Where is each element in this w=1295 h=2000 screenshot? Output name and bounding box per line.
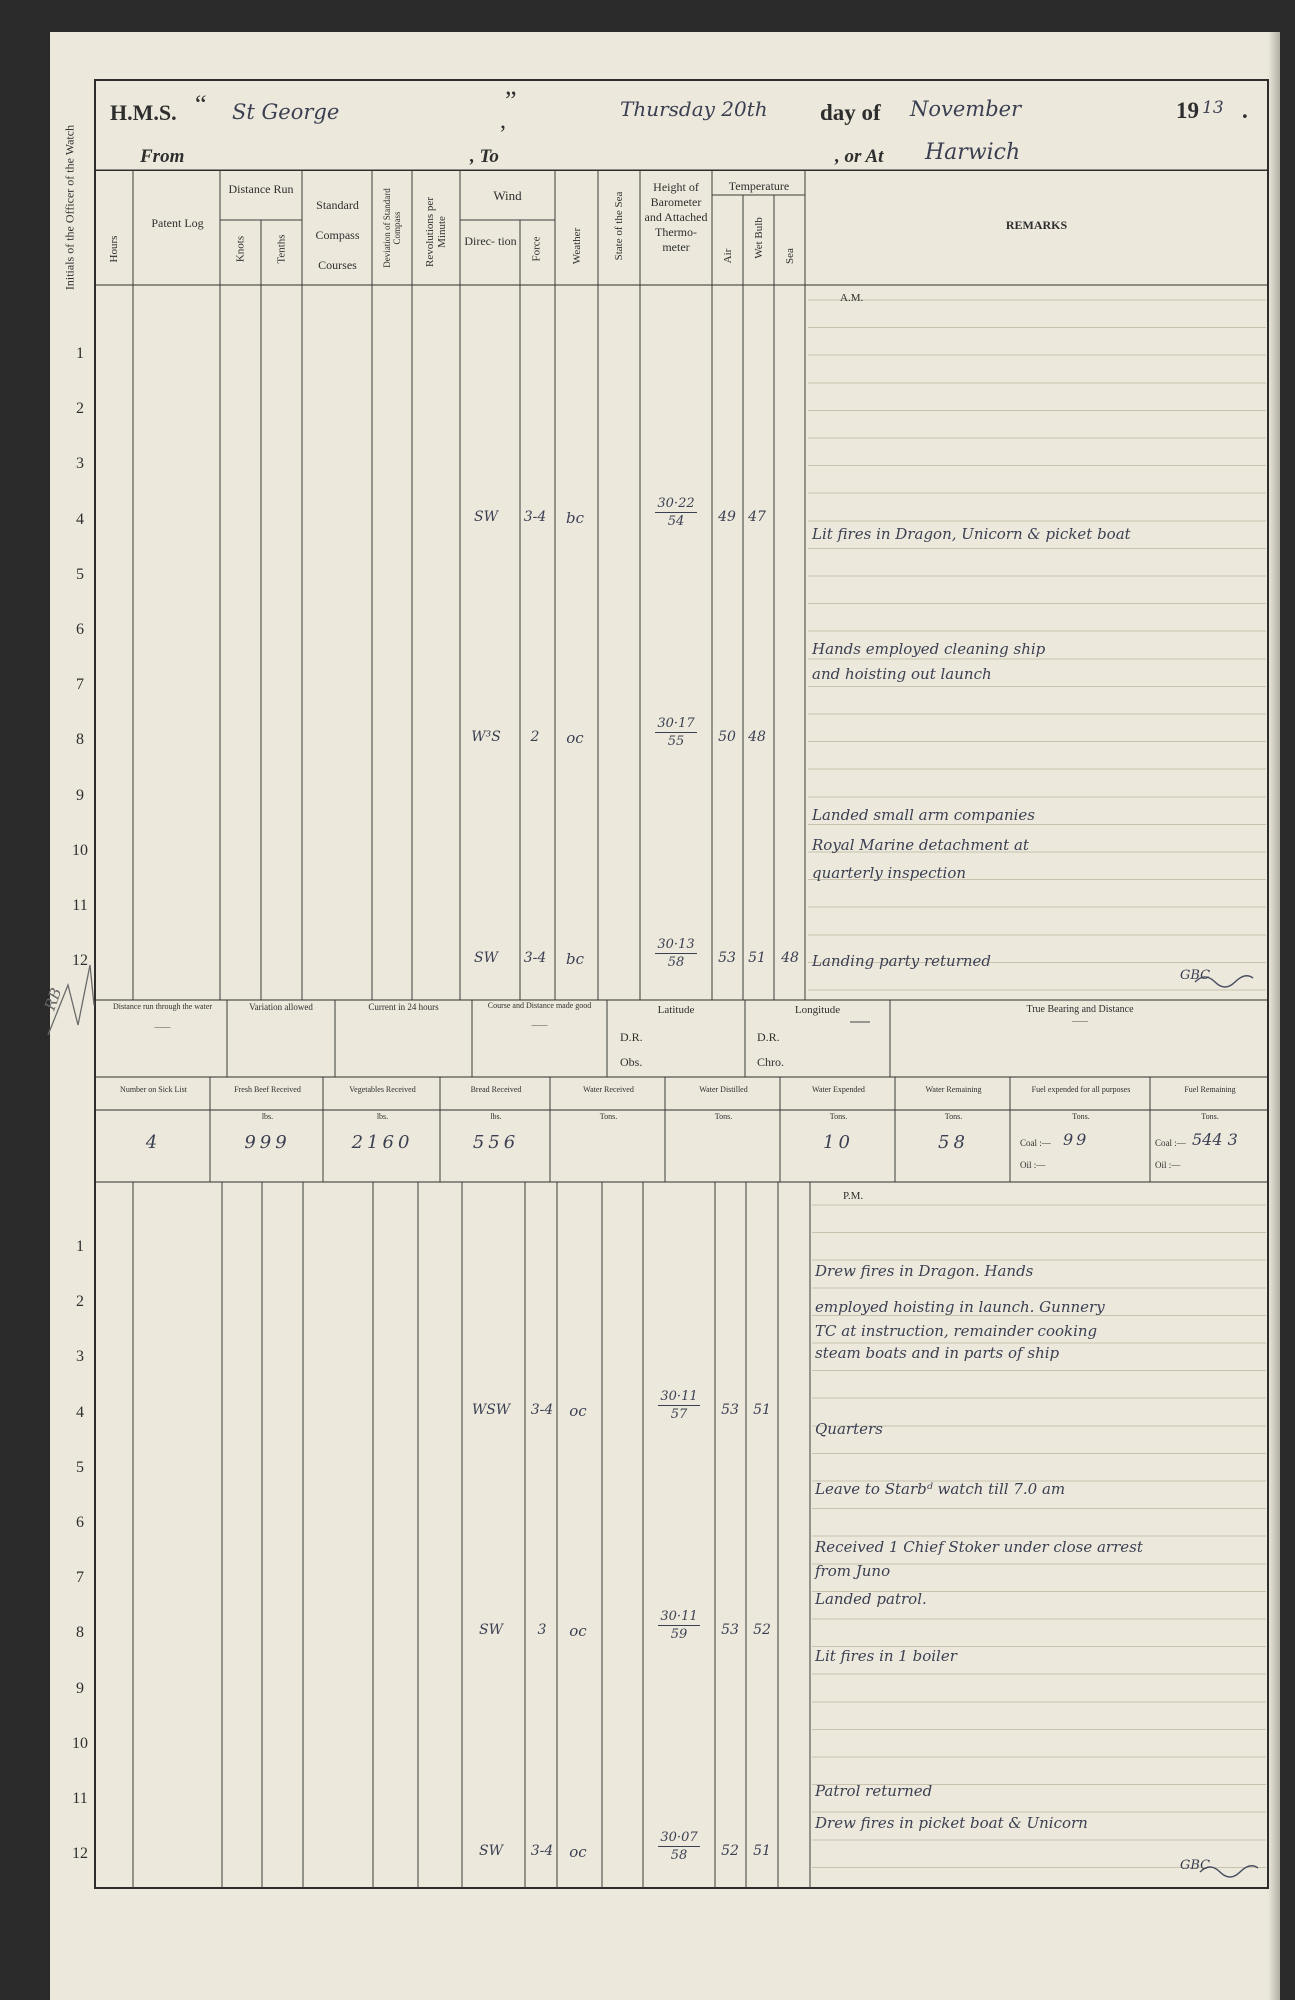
supply-header: Number on Sick List [120, 1085, 187, 1094]
air-temp: 50 [718, 729, 736, 746]
remark-line: from Juno [815, 1562, 891, 1580]
air-temp: 49 [718, 508, 736, 525]
attached-thermometer: 55 [667, 734, 685, 750]
remark-line: TC at instruction, remainder cooking [815, 1322, 1098, 1340]
hour-label: 4 [76, 1403, 84, 1421]
wet-bulb-temp: 47 [748, 508, 766, 525]
hour-label: 8 [76, 731, 84, 749]
col-air: Air [722, 248, 734, 264]
col-revolutions: Revolutions per Minute [424, 197, 448, 267]
remark-line: employed hoisting in launch. Gunnery [815, 1298, 1105, 1316]
wet-bulb-temp: 48 [748, 729, 766, 746]
barometer-height: 30·11 [660, 1609, 698, 1625]
wet-bulb-temp: 52 [753, 1622, 771, 1639]
hour-label: 3 [76, 1348, 84, 1366]
supply-header: Fuel Remaining [1184, 1085, 1236, 1094]
supply-header: Bread Received [470, 1085, 522, 1094]
col-patent-log: Patent Log [151, 216, 204, 230]
hour-label: 12 [72, 952, 88, 970]
col-tenths: Tenths [275, 234, 288, 264]
barometer-reading [644, 1388, 714, 1423]
supply-header: Water Expended [812, 1085, 865, 1094]
supply-unit: Tons. [714, 1112, 733, 1121]
wet-bulb-temp: 51 [753, 1843, 771, 1860]
ship-name: St George [232, 100, 340, 124]
distance-run-label: Distance run through the water [112, 1002, 213, 1011]
supply-value: 556 [472, 1132, 520, 1153]
bearing-dash: —— [1072, 1016, 1088, 1025]
weather-code: bc [565, 950, 584, 969]
air-temp: 53 [721, 1622, 739, 1639]
weather-code: oc [569, 1843, 587, 1862]
distance-dash: —— [154, 1022, 171, 1031]
hour-label: 1 [76, 1238, 84, 1255]
lat-dr: D.R. [620, 1030, 643, 1044]
attached-thermometer: 54 [667, 513, 685, 529]
supply-unit: lbs. [261, 1112, 274, 1121]
hour-label: 9 [76, 1679, 84, 1697]
supply-header: Water Distilled [699, 1085, 748, 1094]
air-temp: 53 [718, 950, 736, 967]
year-period: . [1242, 98, 1248, 123]
supply-unit: Tons. [1072, 1112, 1090, 1121]
wet-bulb-temp: 51 [748, 950, 766, 967]
col-hours: Hours [108, 235, 120, 263]
month: November [910, 97, 1022, 121]
fuel-remaining-coal-label: Coal :— [1155, 1138, 1186, 1148]
lat-obs: Obs. [620, 1055, 643, 1069]
day-of-label: day of [820, 100, 881, 125]
year-printed: 19 [1176, 98, 1199, 123]
supply-value: 999 [244, 1132, 291, 1153]
wind-direction: WSW [471, 1401, 511, 1418]
supply-unit: lbs. [376, 1112, 389, 1121]
remark-line: quarterly inspection [812, 864, 967, 882]
attached-thermometer: 58 [667, 955, 685, 971]
course-dash: —— [531, 1020, 548, 1029]
remark-line: steam boats and in parts of ship [815, 1344, 1060, 1362]
wind-direction: W³S [471, 729, 501, 746]
wind-direction: SW [474, 508, 498, 525]
from-label: From [140, 146, 185, 167]
fuel-remaining-coal: 544 3 [1192, 1130, 1238, 1149]
remark-line: Lit fires in Dragon, Unicorn & picket boat [812, 525, 1131, 543]
supply-header: Fuel expended for all purposes [1031, 1085, 1131, 1094]
attached-thermometer: 59 [670, 1627, 688, 1643]
wind-force: 3-4 [530, 1401, 554, 1418]
to-label: , To [470, 146, 499, 167]
barometer-reading [644, 1829, 714, 1864]
remark-line: Patrol returned [815, 1782, 933, 1800]
col-sea: Sea [784, 248, 796, 264]
fuel-expended-oil-label: Oil :— [1020, 1160, 1046, 1170]
col-temperature: Temperature [728, 179, 790, 193]
wind-force: 3-4 [523, 508, 547, 525]
air-temp: 52 [721, 1843, 739, 1860]
col-wind-direction: Direc- tion [464, 234, 517, 248]
hour-label: 10 [72, 1734, 88, 1752]
hour-label: 7 [76, 676, 84, 694]
wind-force: 3 [537, 1622, 547, 1639]
remark-line: Quarters [815, 1420, 883, 1438]
hour-label: 1 [76, 345, 84, 362]
supply-header: Water Remaining [925, 1085, 982, 1094]
am-label: A.M. [840, 292, 864, 304]
wind-direction: SW [474, 950, 498, 967]
col-deviation: Deviation of Standard Compass [382, 188, 402, 268]
pm-label: P.M. [843, 1190, 864, 1202]
am-officer-initials: GBC [1180, 968, 1211, 983]
barometer-height: 30·22 [657, 495, 695, 511]
weather-code: oc [569, 1401, 587, 1420]
fuel-expended-coal: 99 [1063, 1130, 1090, 1149]
remark-line: Hands employed cleaning ship [812, 640, 1046, 658]
year-written: 13 [1202, 98, 1224, 118]
remark-line: and hoisting out launch [812, 665, 992, 683]
hour-label: 7 [76, 1569, 84, 1587]
barometer-height: 30·13 [657, 937, 695, 953]
col-weather: Weather [571, 227, 583, 265]
barometer-height: 30·11 [660, 1388, 698, 1404]
hour-label: 3 [76, 455, 84, 473]
barometer-reading [644, 1608, 714, 1643]
hour-label: 9 [76, 786, 84, 804]
hms-label: H.M.S. [110, 100, 177, 125]
attached-thermometer: 58 [670, 1848, 688, 1864]
supply-header: Vegetables Received [349, 1085, 416, 1094]
col-wind-force: Force [530, 236, 543, 262]
hour-label: 5 [76, 565, 84, 583]
barometer-height: 30·07 [660, 1830, 698, 1846]
longitude-label: Longitude [794, 1004, 841, 1016]
hour-label: 11 [72, 1790, 88, 1807]
barometer-reading [641, 495, 711, 530]
supply-value: 10 [823, 1132, 854, 1153]
col-distance-run: Distance Run [228, 182, 294, 196]
weather-code: bc [565, 508, 584, 527]
pm-officer-initials: GBC [1180, 1858, 1211, 1873]
hour-label: 2 [76, 400, 84, 418]
long-chro: Chro. [757, 1055, 784, 1069]
col-standard-compass: Standard Compass Courses [315, 198, 360, 272]
remark-line: Drew fires in Dragon. Hands [815, 1262, 1034, 1280]
col-barometer: Height of Barometer and Attached Thermo- meter [644, 180, 708, 254]
hour-label: 12 [72, 1845, 88, 1863]
long-dr: D.R. [757, 1030, 780, 1044]
remark-line: Landed small arm companies [812, 806, 1035, 824]
remark-line: Lit fires in 1 boiler [815, 1647, 957, 1665]
wind-direction: SW [479, 1843, 503, 1860]
wind-direction: SW [479, 1622, 503, 1639]
col-remarks: REMARKS [1005, 218, 1068, 232]
hour-label: 6 [76, 1514, 84, 1531]
header-comma: , [500, 108, 506, 134]
remark-line: Drew fires in picket boat & Unicorn [815, 1814, 1088, 1832]
barometer-reading [641, 936, 711, 971]
supply-value: 2160 [351, 1132, 414, 1153]
barometer-reading [641, 715, 711, 750]
hour-label: 6 [76, 621, 84, 638]
supply-header: Water Received [583, 1085, 634, 1094]
col-knots: Knots [234, 235, 247, 263]
side-mark: RB [40, 985, 66, 1013]
supply-unit: Tons. [829, 1112, 848, 1121]
remark-line: Royal Marine detachment at [812, 836, 1029, 854]
hour-label: 5 [76, 1458, 84, 1476]
sea-temp: 48 [781, 950, 799, 967]
supply-value: 4 [145, 1132, 162, 1153]
variation-label: Variation allowed [249, 1002, 313, 1012]
location: Harwich [925, 140, 1021, 165]
col-state-of-sea: State of the Sea [613, 191, 625, 261]
barometer-height: 30·17 [657, 716, 695, 732]
close-quote: ” [505, 86, 517, 115]
course-label: Course and Distance made good [487, 1001, 592, 1010]
weather-code: oc [569, 1622, 587, 1641]
remark-line: Received 1 Chief Stoker under close arrest [815, 1538, 1143, 1556]
wind-force: 2 [530, 729, 540, 746]
hour-label: 2 [76, 1293, 84, 1311]
supply-value: 58 [938, 1132, 969, 1153]
supply-unit: Tons. [599, 1112, 618, 1121]
latitude-label: Latitude [657, 1004, 695, 1016]
col-wet-bulb: Wet Bulb [753, 217, 765, 259]
fuel-remaining-oil-label: Oil :— [1155, 1160, 1181, 1170]
hour-label: 11 [72, 897, 88, 914]
or-at-label: , or At [835, 146, 884, 167]
bearing-label: True Bearing and Distance [1026, 1004, 1134, 1015]
supply-header: Fresh Beef Received [234, 1085, 301, 1094]
remark-line: Landed patrol. [815, 1590, 927, 1608]
remark-line: Landing party returned [812, 952, 992, 970]
wind-force: 3-4 [530, 1843, 554, 1860]
col-wind: Wind [493, 188, 522, 203]
initials-column-label: Initials of the Officer of the Watch [62, 124, 77, 291]
wet-bulb-temp: 51 [753, 1401, 771, 1418]
hour-label: 8 [76, 1624, 84, 1642]
air-temp: 53 [721, 1401, 739, 1418]
attached-thermometer: 57 [670, 1406, 688, 1422]
supply-unit: lbs. [490, 1112, 502, 1121]
remark-line: Leave to Starbᵈ watch till 7.0 am [815, 1480, 1066, 1498]
wind-force: 3-4 [523, 950, 547, 967]
weather-code: oc [566, 729, 584, 748]
open-quote: “ [195, 90, 207, 119]
supply-unit: Tons. [944, 1112, 963, 1121]
current-label: Current in 24 hours [368, 1002, 439, 1012]
date-day: Thursday 20th [620, 97, 768, 121]
supply-unit: Tons. [1201, 1112, 1219, 1121]
hour-label: 4 [76, 510, 84, 528]
hour-label: 10 [72, 841, 88, 859]
fuel-expended-coal-label: Coal :— [1020, 1138, 1051, 1148]
